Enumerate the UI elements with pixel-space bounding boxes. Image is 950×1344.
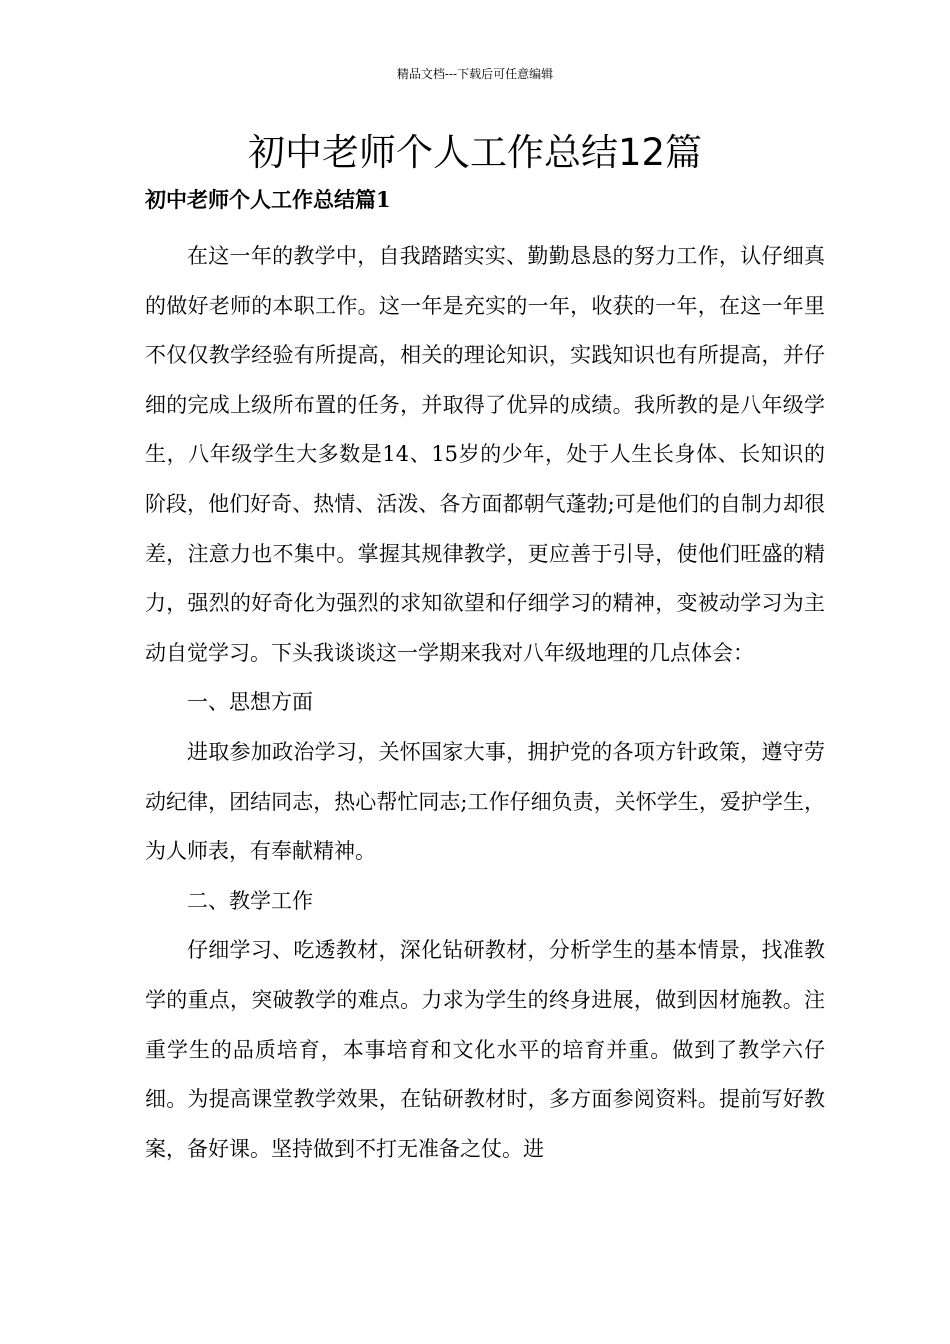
paragraph-thought: 进取参加政治学习，关怀国家大事，拥护党的各项方针政策，遵守劳动纪律，团结同志，热心帮忙同志;工作仔细负责，关怀学生，爱护学生，为人师表，有奉献精神。 [145,739,825,864]
document-body [145,232,825,1174]
subheading-thought: 一、思想方面 [187,690,313,715]
paragraph-intro: 在这一年的教学中，自我踏踏实实、勤勤恳恳的努力工作，认仔细真的做好老师的本职工作。这一年是充实的一年，收获的一年，在这一年里不仅仅教学经验有所提高，相关的理论知识，实践知识也有所提高，并仔细的完成上级所布置的任务，并取得了优异的成绩。我所教的是八年级学生，八年级学生大多数是14、15岁的少年，处于人生长身体、长知识的阶段，他们好奇、热情、活泼、各方面都朝气蓬勃;可是他们的自制力却很差，注意力也不集中。掌握其规律教学，更应善于引导，使他们旺盛的精力，强烈的好奇化为强烈的求知欲望和仔细学习的精神，变被动学习为主动自觉学习。下头我谈谈这一学期来我对八年级地理的几点体会： [145,244,825,665]
subheading-teaching: 二、教学工作 [187,888,313,913]
header-note: 精品文档---下载后可任意编辑 [396,67,554,81]
paragraph-teaching: 仔细学习、吃透教材，深化钻研教材，分析学生的基本情景，找准教学的重点，突破教学的难点。力求为学生的终身进展，做到因材施教。注重学生的品质培育，本事培育和文化水平的培育并重。做到了教学六仔细。为提高课堂教学效果，在钻研教材时，多方面参阅资料。提前写好教案，备好课。坚持做到不打无准备之仗。进 [145,938,825,1161]
section-heading: 初中老师个人工作总结篇1 [145,187,391,212]
document-title: 初中老师个人工作总结12篇 [247,131,703,174]
